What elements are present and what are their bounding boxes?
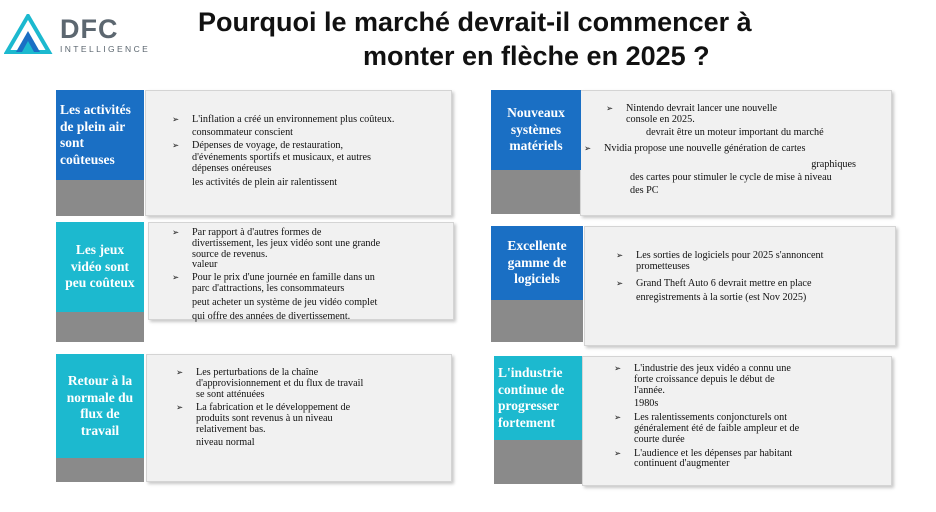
page-title-line-1: Pourquoi le marché devrait-il commencer à	[198, 7, 752, 37]
panel-text: ➢ Les perturbations de la chaîne d'approvisionnement et du flux de travail se sont atténuées ➢ La fabrication et le développement de produits sont revenus à un niveau relativement bas. niveau normal	[176, 367, 364, 448]
panel-label: Les activités de plein air sont coûteuses	[56, 90, 144, 180]
arrow-bullet-icon: ➢	[172, 228, 180, 238]
logo-subtitle: INTELLIGENCE	[60, 44, 151, 54]
arrow-bullet-icon: ➢	[616, 251, 624, 261]
dfc-logo	[4, 14, 154, 56]
panel-text: ➢ Les sorties de logiciels pour 2025 s'annoncent prometteuses ➢ Grand Theft Auto 6 devrait mettre en place enregistrements à la sortie (est Nov 2025)	[616, 250, 824, 304]
arrow-bullet-icon: ➢	[614, 413, 622, 424]
panel-label: Les jeux vidéo sont peu coûteux	[56, 222, 144, 312]
arrow-bullet-icon: ➢	[614, 448, 622, 459]
page-title-line-2: monter en flèche en 2025 ?	[363, 41, 710, 71]
triangle-logo-icon	[4, 14, 54, 54]
arrow-bullet-icon: ➢	[176, 368, 184, 378]
panel-text: ➢ L'inflation a créé un environnement plus coûteux. consommateur conscient ➢ Dépenses de voyage, de restauration, d'événements sportifs et musicaux, et autres dépenses onéreuses les activités de plein air ralentissent	[172, 114, 395, 188]
panel-text: ➢ Nintendo devrait lancer une nouvelle console en 2025. devrait être un moteur important du marché ➢ Nvidia propose une nouvelle génération de cartes graphiques des cartes pour stimuler le cycle de mise à niveau des PC	[584, 103, 856, 196]
arrow-bullet-icon: ➢	[606, 104, 614, 114]
panel-text: ➢ L'industrie des jeux vidéo a connu une forte croissance depuis le début de l'année. 1980s ➢ Les ralentissements conjoncturels ont généralement été de faible ampleur et de courte durée ➢ L'audience et les dépenses par habitant continuent d'augmenter	[614, 363, 800, 470]
arrow-bullet-icon: ➢	[172, 273, 180, 284]
arrow-bullet-icon: ➢	[614, 364, 622, 374]
panel-label: Nouveaux systèmes matériels	[491, 90, 581, 170]
arrow-bullet-icon: ➢	[616, 278, 624, 289]
panel-text: ➢ Par rapport à d'autres formes de divertissement, les jeux vidéo sont une grande source de revenus. valeur ➢ Pour le prix d'une journée en famille dans un parc d'attractions, les consommateurs peut acheter un système de jeu vidéo complet qui offre des années de divertissement.	[172, 227, 381, 322]
arrow-bullet-icon: ➢	[584, 144, 592, 155]
panel-label: Excellente gamme de logiciels	[491, 226, 583, 300]
logo-wordmark: DFC	[60, 14, 119, 44]
panel-label: L'industrie continue de progresser fortement	[494, 356, 582, 440]
panel-label: Retour à la normale du flux de travail	[56, 354, 144, 458]
arrow-bullet-icon: ➢	[172, 140, 180, 151]
arrow-bullet-icon: ➢	[176, 403, 184, 414]
arrow-bullet-icon: ➢	[172, 115, 180, 125]
